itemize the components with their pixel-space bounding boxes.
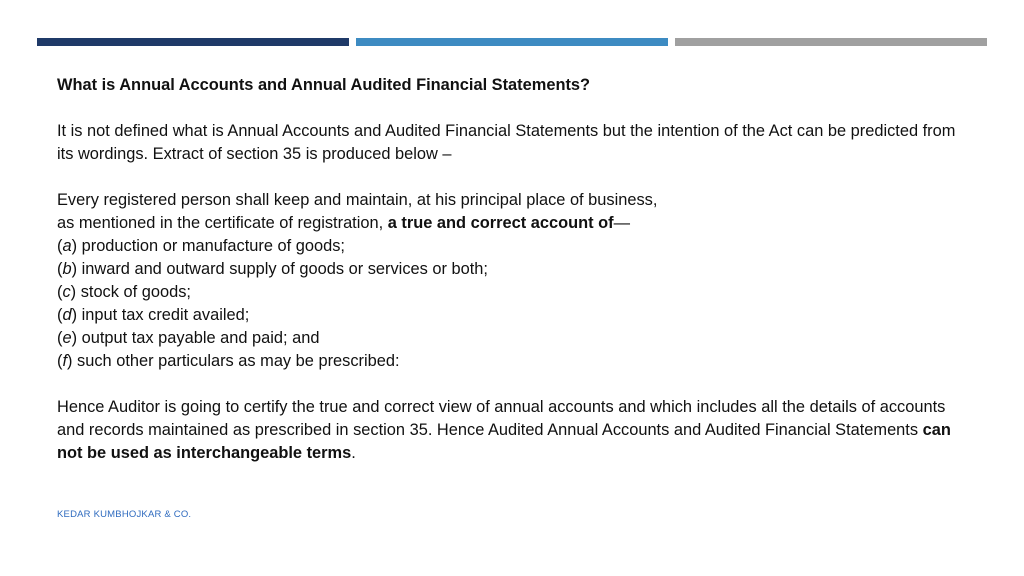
conclusion-paragraph bbox=[57, 396, 957, 465]
clause-letter: d bbox=[62, 306, 72, 324]
clause-text: input tax credit availed; bbox=[77, 306, 250, 324]
clause-text: stock of goods; bbox=[76, 283, 191, 301]
section-line-2-bold: a true and correct account of bbox=[387, 214, 614, 232]
clause-letter: f bbox=[62, 352, 68, 370]
clause-letter: e bbox=[62, 329, 72, 347]
section-line-2-prefix: as mentioned in the certificate of registration, bbox=[57, 214, 388, 232]
clause-item: (b) inward and outward supply of goods or services or both; bbox=[57, 260, 488, 278]
section-line-2 bbox=[57, 212, 957, 235]
section-line-1: Every registered person shall keep and maintain, at his principal place of business, bbox=[57, 191, 658, 209]
clause-list bbox=[57, 235, 957, 373]
top-bar-light bbox=[675, 38, 987, 46]
conclusion-end: . bbox=[351, 444, 356, 462]
intro-paragraph: It is not defined what is Annual Accounts and Audited Financial Statements but the intention of the Act can be predicted from its wordings. Extract of section 35 is produced below – bbox=[57, 122, 956, 163]
clause-text: output tax payable and paid; and bbox=[77, 329, 320, 347]
footer-company-name: KEDAR KUMBHOJKAR & CO. bbox=[57, 509, 192, 520]
clause-item: (d) input tax credit availed; bbox=[57, 306, 250, 324]
conclusion-bold: can not be used as interchangeable terms bbox=[57, 421, 951, 462]
clause-item: (c) stock of goods; bbox=[57, 283, 191, 301]
clause-text: production or manufacture of goods; bbox=[77, 237, 345, 255]
clause-item: (f) such other particulars as may be prescribed: bbox=[57, 352, 400, 370]
section-line-2-suffix: — bbox=[613, 214, 630, 232]
slide-content bbox=[57, 74, 957, 465]
clause-letter: a bbox=[62, 237, 72, 255]
clause-item: (e) output tax payable and paid; and bbox=[57, 329, 320, 347]
clause-item: (a) production or manufacture of goods; bbox=[57, 237, 345, 255]
conclusion-text: Hence Auditor is going to certify the true and correct view of annual accounts and which includes all the details of accounts and records maintained as prescribed in section 35. Hence Audited Annual Accounts and Audited Financial Statements bbox=[57, 398, 946, 439]
top-decorative-bars bbox=[37, 38, 987, 46]
top-bar-mid bbox=[356, 38, 668, 46]
clause-text: such other particulars as may be prescribed: bbox=[72, 352, 400, 370]
top-bar-dark bbox=[37, 38, 349, 46]
slide-heading: What is Annual Accounts and Annual Audited Financial Statements? bbox=[57, 76, 591, 94]
clause-letter: c bbox=[62, 283, 71, 301]
clause-text: inward and outward supply of goods or services or both; bbox=[77, 260, 488, 278]
clause-letter: b bbox=[62, 260, 72, 278]
